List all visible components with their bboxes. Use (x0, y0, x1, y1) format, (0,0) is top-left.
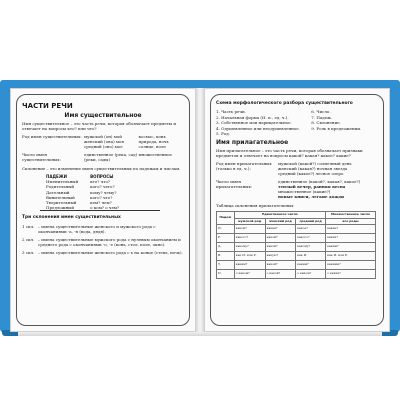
declension-text: – имена существительные женского рода с ь на конце (степь, ночь). (38, 250, 183, 256)
scheme-step: 1. Часть речи. (216, 109, 246, 114)
adjective-declension-table (216, 211, 376, 279)
number-value: единственное (река, сад) множественное (реки, сады) (84, 152, 172, 162)
section-title: ЧАСТИ РЕЧИ (22, 102, 73, 110)
table-cell: о каком? (296, 269, 326, 278)
table-cell: какой? (265, 233, 296, 242)
right-page (204, 88, 390, 332)
table-cell: как И. или Р. (234, 251, 265, 260)
table-rule (40, 210, 160, 211)
table-cell: какого? (234, 233, 265, 242)
table-subheader: мужской род (234, 218, 265, 224)
table-cell: о каких? (326, 269, 376, 278)
table-cell: какими? (326, 260, 376, 269)
table-cell: какую? (265, 251, 296, 260)
declension-item (22, 237, 184, 247)
gender-values (84, 134, 184, 149)
gender-example: природа, ночь (138, 139, 169, 144)
scheme-step: 4. Одушевленное или неодушевленное. (216, 125, 300, 131)
declension-text: – имена существительные женского и мужского рода с окончаниями -а, -я (вода, дядя). (38, 224, 156, 235)
case-question: кому? чему? (90, 189, 117, 195)
gender-example: космос, конь (138, 134, 166, 139)
declension-number: 3 скл. (22, 250, 35, 256)
number-block (22, 152, 184, 162)
table-cell: Т. (217, 260, 235, 269)
table-cell: как И. или Р. (326, 251, 376, 260)
table-cell: каких? (326, 233, 376, 242)
case-name: Именительный (46, 179, 79, 185)
scheme-step: 7. Падеж. (311, 114, 333, 120)
table-cell: И. (217, 224, 235, 233)
cases-table (40, 174, 125, 210)
table-subheader: средний род (296, 218, 326, 224)
right-page-content (216, 100, 378, 279)
adj-number-label: Число имен прилагательных: (216, 178, 253, 189)
book-spine (196, 88, 204, 332)
table-cell: какие? (326, 224, 376, 233)
table-row (217, 260, 376, 269)
scheme-step: 8. Склонение. (311, 120, 341, 126)
case-question: кем? чем? (90, 200, 112, 206)
case-name: Родительный (46, 184, 75, 190)
noun-definition: Имя существительное – это часть речи, которая обозначает предметы и отвечает на вопросы кто? или что? (22, 121, 177, 131)
gender-block (22, 134, 184, 149)
adj-number-values (278, 179, 378, 199)
case-name: Дательный (46, 189, 70, 195)
adj-number-block (216, 179, 378, 199)
table-header: Множественное число (326, 211, 376, 218)
table-cell: каким? (326, 242, 376, 251)
table-cell: о каком? (234, 269, 265, 278)
case-question: кого? что? (90, 194, 113, 200)
table-row (217, 242, 376, 251)
table-cell: какому? (234, 242, 265, 251)
gender-item: женский (она) моя (84, 139, 124, 144)
table-subheader: все роды (326, 218, 376, 224)
gender-label: Род имен существительных: (22, 134, 82, 139)
scheme-step: 9. Роль в предложении. (311, 125, 362, 131)
table-cell: каким? (296, 260, 326, 269)
case-question: о ком? о чем? (90, 205, 120, 211)
adj-number-item: множественное (какие?) (278, 188, 331, 194)
adj-gender-item: средний (какое?) лесное озеро (278, 170, 344, 176)
table-cell: какой? (265, 242, 296, 251)
scheme-step: 3. Собственное или нарицательное. (216, 120, 292, 126)
case-question: кого? чего? (90, 184, 115, 190)
declension-text: – имена существительные мужского рода с нулевым окончанием и среднего рода с окончаниями -о, -е (конь, стол, поле, окно). (38, 237, 181, 248)
table-cell: Д. (217, 242, 235, 251)
declension-item (22, 224, 184, 234)
table-title: Таблица склонения прилагательных (216, 202, 294, 208)
adj-number-item: единственное (какой?, какая?, какое?) (278, 178, 361, 184)
table-cell: какой? (265, 260, 296, 269)
adjective-heading: Имя прилагательное (216, 138, 289, 146)
adj-number-example: теплый вечер, ранняя весна (278, 183, 346, 189)
scheme-step: 2. Начальная форма (И. п., ед. ч.). (216, 114, 289, 120)
case-name: Винительный (46, 194, 75, 200)
table-cell: Р. (217, 233, 235, 242)
case-name: Творительный (46, 200, 77, 206)
number-label: Число имен существительных: (22, 152, 61, 162)
scheme-col-right (311, 109, 378, 137)
table-row (217, 233, 376, 242)
case-question: кто? что? (90, 179, 111, 185)
adjective-definition: Имя прилагательное – это часть речи, которая обозначает признаки предметов и отвечает на вопросы какой? какая? какое? какие? (216, 147, 363, 158)
declension-number: 2 скл. (22, 237, 35, 243)
adj-gender-item: женский (какая?) ночная звезда (278, 165, 348, 171)
table-cell: каким? (234, 260, 265, 269)
adj-gender-label: Род имен прилагательных (только в ед. ч.): (216, 160, 272, 171)
scheme-heading: Схема морфологического разбора существительного (216, 101, 353, 106)
table-subheader: женский род (265, 218, 296, 224)
scheme-step: 6. Число. (311, 109, 331, 114)
table-cell: какого? (296, 233, 326, 242)
cases-col-header: ПАДЕЖИ (46, 174, 67, 180)
declension-number: 1 скл. (22, 224, 35, 230)
gender-item: мужской (он) мой (84, 134, 122, 139)
table-cell: какая? (265, 224, 296, 233)
gender-example: солнце, поле (138, 144, 166, 149)
table-cell: какой? (234, 224, 265, 233)
adj-number-example: новые книги, легкие дожди (278, 193, 344, 199)
table-header: Падеж (217, 211, 235, 224)
noun-heading: Имя существительное (64, 112, 142, 119)
gender-item: средний (оно) мое (84, 144, 123, 149)
table-row (217, 251, 376, 260)
table-cell: какое? (296, 224, 326, 233)
table-row (217, 224, 376, 233)
table-cell: П. (217, 269, 235, 278)
table-cell: о какой? (265, 269, 296, 278)
declension-definition: Склонение – это изменение имен существительных по падежам и числам. (22, 166, 181, 171)
table-cell: В. (217, 251, 235, 260)
table-row (217, 269, 376, 278)
adj-gender-values (278, 161, 378, 176)
declension-heading: Три склонения имен существительных (22, 215, 121, 221)
left-page (10, 88, 196, 332)
cases-col-header: ВОПРОСЫ (90, 174, 114, 180)
case-name: Предложный (46, 205, 75, 211)
table-header: Единственное число (234, 211, 325, 218)
scheme-list (216, 109, 378, 137)
table-cell: какому? (296, 242, 326, 251)
left-page-content (22, 100, 184, 255)
scheme-step: 5. Род. (216, 131, 230, 137)
adj-gender-item: мужской (какой?) солнечный день (278, 160, 352, 166)
table-cell: как И. (296, 251, 326, 260)
page-stack (18, 332, 382, 336)
declension-item (22, 250, 184, 255)
table-head-row (217, 211, 376, 218)
adj-gender-block (216, 161, 378, 176)
scheme-col-left (216, 109, 311, 137)
